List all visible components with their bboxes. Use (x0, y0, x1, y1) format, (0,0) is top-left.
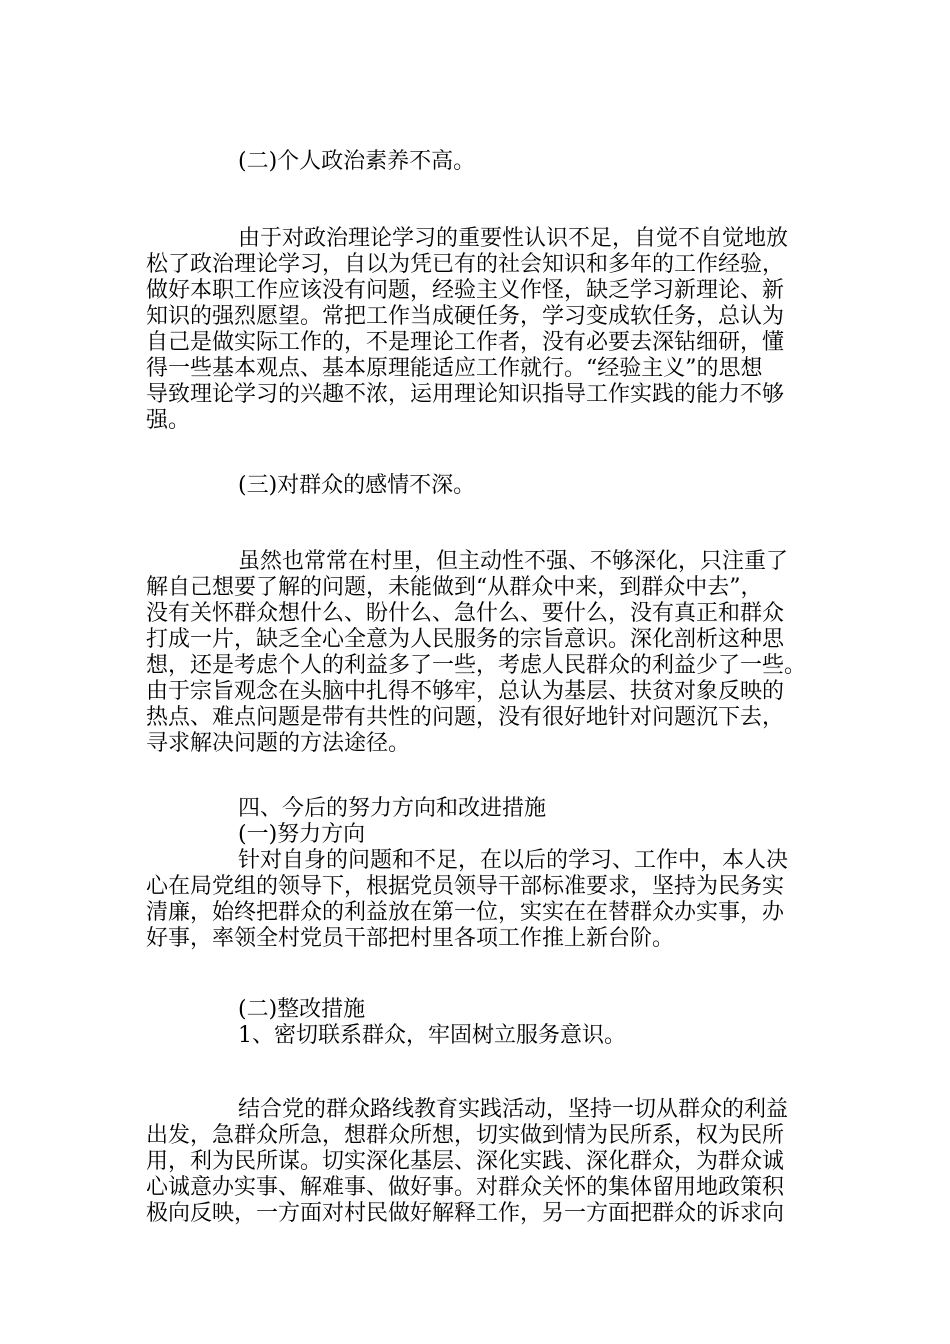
paragraph-line: 松了政治理论学习，自以为凭已有的社会知识和多年的工作经验， (146, 252, 785, 277)
paragraph-line: 做好本职工作应该没有问题，经验主义作怪，缺乏学习新理论、新 (146, 278, 785, 303)
paragraph-line: 解自己想要了解的问题，未能做到“从群众中来，到群众中去”， (146, 575, 763, 600)
paragraph-line: 由于对政治理论学习的重要性认识不足，自觉不自觉地放 (238, 226, 789, 251)
paragraph-line: 心诚意办实事、解难事、做好事。对群众关怀的集体留用地政策积 (146, 1175, 785, 1200)
section-heading-feelings-for-masses: (三)对群众的感情不深。 (238, 473, 476, 498)
section-heading-future-direction: 四、今后的努力方向和改进措施 (238, 796, 547, 821)
subheading-contact-masses: 1、密切联系群众，牢固树立服务意识。 (238, 1023, 626, 1048)
paragraph-line: 强。 (146, 408, 191, 433)
paragraph-line: 导致理论学习的兴趣不浓，运用理论知识指导工作实践的能力不够 (146, 382, 785, 407)
paragraph-line: 想，还是考虑个人的利益多了一些，考虑人民群众的利益少了一些。 (146, 653, 807, 678)
paragraph-line: 寻求解决问题的方法途径。 (146, 731, 411, 756)
section-heading-rectification-measures: (二)整改措施 (238, 997, 366, 1022)
paragraph-line: 知识的强烈愿望。常把工作当成硬任务，学习变成软任务，总认为 (146, 304, 785, 329)
paragraph-line: 没有关怀群众想什么、盼什么、急什么、要什么，没有真正和群众 (146, 601, 785, 626)
paragraph-line: 结合党的群众路线教育实践活动，坚持一切从群众的利益 (238, 1097, 789, 1122)
paragraph-line: 用，利为民所谋。切实深化基层、深化实践、深化群众，为群众诚 (146, 1149, 785, 1174)
paragraph-line: 自己是做实际工作的，不是理论工作者，没有必要去深钻细研，懂 (146, 330, 785, 355)
paragraph-line: 针对自身的问题和不足，在以后的学习、工作中，本人决 (238, 848, 789, 873)
paragraph-line: 打成一片，缺乏全心全意为人民服务的宗旨意识。深化剖析这种思 (146, 627, 785, 652)
paragraph-line: 极向反映，一方面对村民做好解释工作，另一方面把群众的诉求向 (146, 1201, 785, 1226)
subheading-effort-direction: (一)努力方向 (238, 822, 366, 847)
paragraph-line: 得一些基本观点、基本原理能适应工作就行。“经验主义”的思想 (146, 356, 763, 381)
paragraph-line: 由于宗旨观念在头脑中扎得不够牢，总认为基层、扶贫对象反映的 (146, 679, 785, 704)
paragraph-line: 虽然也常常在村里，但主动性不强、不够深化，只注重了 (238, 549, 789, 574)
paragraph-line: 心在局党组的领导下，根据党员领导干部标准要求，坚持为民务实 (146, 874, 785, 899)
paragraph-line: 热点、难点问题是带有共性的问题，没有很好地针对问题沉下去， (146, 705, 785, 730)
paragraph-line: 好事，率领全村党员干部把村里各项工作推上新台阶。 (146, 926, 675, 951)
paragraph-line: 出发，急群众所急，想群众所想，切实做到情为民所系，权为民所 (146, 1123, 785, 1148)
section-heading-political-literacy: (二)个人政治素养不高。 (238, 149, 476, 174)
paragraph-line: 清廉，始终把群众的利益放在第一位，实实在在替群众办实事，办 (146, 900, 785, 925)
